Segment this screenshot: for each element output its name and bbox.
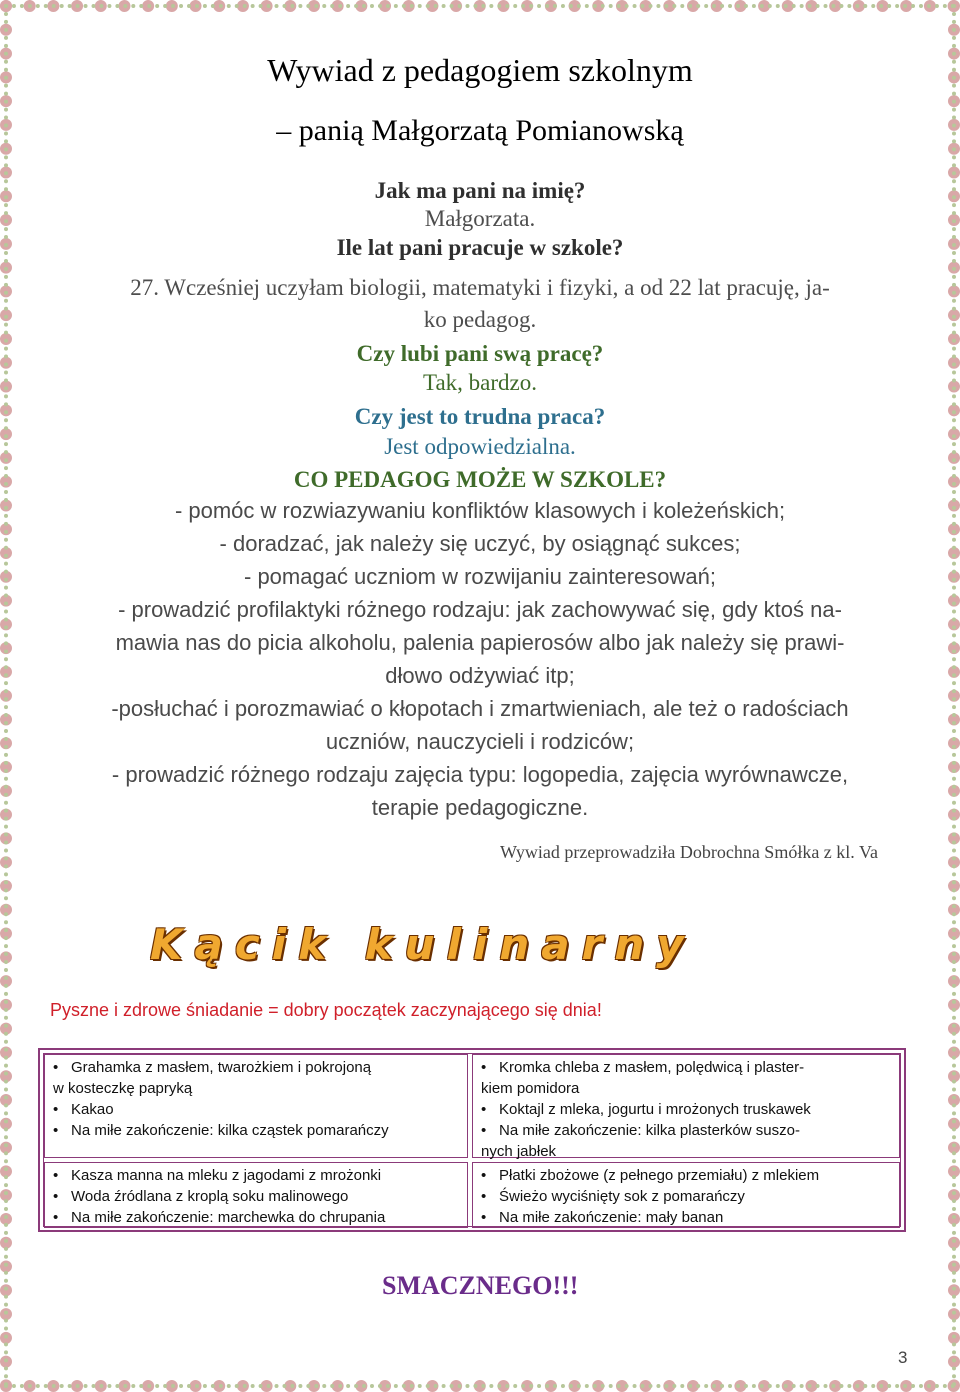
page-number: 3 <box>898 1348 908 1367</box>
list-item: • Kasza manna na mleku z jagodami z mrożonki <box>51 1165 461 1186</box>
list-item: w kosteczkę papryką <box>53 1080 193 1097</box>
question-4: Czy jest to trudna praca? <box>354 404 606 429</box>
menu-cell-3 <box>44 1162 468 1228</box>
page-subtitle: – panią Małgorzatą Pomianowską <box>276 114 684 147</box>
section-title-kacik: Kącik kulinarny <box>150 920 696 969</box>
list-item: • Na miłe zakończenie: marchewka do chrupania <box>51 1207 461 1228</box>
duties-list <box>50 494 910 824</box>
list-item: • Na miłe zakończenie: kilka plasterków suszo- <box>479 1120 893 1141</box>
question-1: Jak ma pani na imię? <box>374 178 586 203</box>
answer-2-line2: ko pedagog. <box>423 307 537 332</box>
menu-table <box>38 1048 906 1232</box>
menu-cell-4 <box>472 1162 900 1228</box>
list-item: • Płatki zbożowe (z pełnego przemiału) z mlekiem <box>479 1165 893 1186</box>
duty-line: -posłuchać i porozmawiać o kłopotach i zmartwieniach, ale też o radościach <box>111 696 849 721</box>
question-5: CO PEDAGOG MOŻE W SZKOLE? <box>293 467 667 492</box>
answer-3: Tak, bardzo. <box>423 370 537 395</box>
duty-line: terapie pedagogiczne. <box>371 795 589 820</box>
duty-line: mawia nas do picia alkoholu, palenia papierosów albo jak należy się prawi- <box>115 630 845 655</box>
answer-4: Jest odpowiedzialna. <box>384 434 576 459</box>
duty-line: - prowadzić profilaktyki różnego rodzaju: jak zachowywać się, gdy ktoś na- <box>118 597 842 622</box>
duty-line: - pomóc w rozwiazywaniu konfliktów klasowych i koleżeńskich; <box>174 498 786 523</box>
menu-cell-1 <box>44 1054 468 1158</box>
signature: Wywiad przeprowadziła Dobrochna Smółka z kl. Va <box>500 842 878 862</box>
list-item: • Kromka chleba z masłem, polędwicą i plaster- <box>479 1057 893 1078</box>
list-item: • Woda źródlana z kroplą soku malinowego <box>51 1186 461 1207</box>
list-item: • Na miłe zakończenie: mały banan <box>479 1207 893 1228</box>
duty-line: - doradzać, jak należy się uczyć, by osiągnąć sukces; <box>219 531 741 556</box>
answer-2-line1: 27. Wcześniej uczyłam biologii, matematyki i fizyki, a od 22 lat pracuję, ja- <box>130 275 830 300</box>
list-item: • Koktajl z mleka, jogurtu i mrożonych truskawek <box>479 1099 893 1120</box>
smacznego-text: SMACZNEGO!!! <box>382 1271 579 1300</box>
list-item: • Grahamka z masłem, twarożkiem i pokrojoną <box>51 1057 461 1078</box>
question-3: Czy lubi pani swą pracę? <box>356 341 604 366</box>
answer-1: Małgorzata. <box>424 206 536 231</box>
duty-line: dłowo odżywiać itp; <box>385 663 575 688</box>
list-item: • Na miłe zakończenie: kilka cząstek pomarańczy <box>51 1120 461 1141</box>
list-item: nych jabłek <box>481 1143 557 1160</box>
question-2: Ile lat pani pracuje w szkole? <box>336 235 624 260</box>
section-subtitle: Pyszne i zdrowe śniadanie = dobry początek zaczynającego się dnia! <box>50 1000 602 1020</box>
list-item: • Kakao <box>51 1099 461 1120</box>
duty-line: - prowadzić różnego rodzaju zajęcia typu: logopedia, zajęcia wyrównawcze, <box>111 762 849 787</box>
duty-line: uczniów, nauczycieli i rodziców; <box>325 729 635 754</box>
list-item: • Świeżo wyciśnięty sok z pomarańczy <box>479 1186 893 1207</box>
list-item: kiem pomidora <box>481 1080 580 1097</box>
menu-cell-2 <box>472 1054 900 1158</box>
duty-line: - pomagać uczniom w rozwijaniu zainteresowań; <box>244 564 716 589</box>
page-title: Wywiad z pedagogiem szkolnym <box>267 52 693 88</box>
